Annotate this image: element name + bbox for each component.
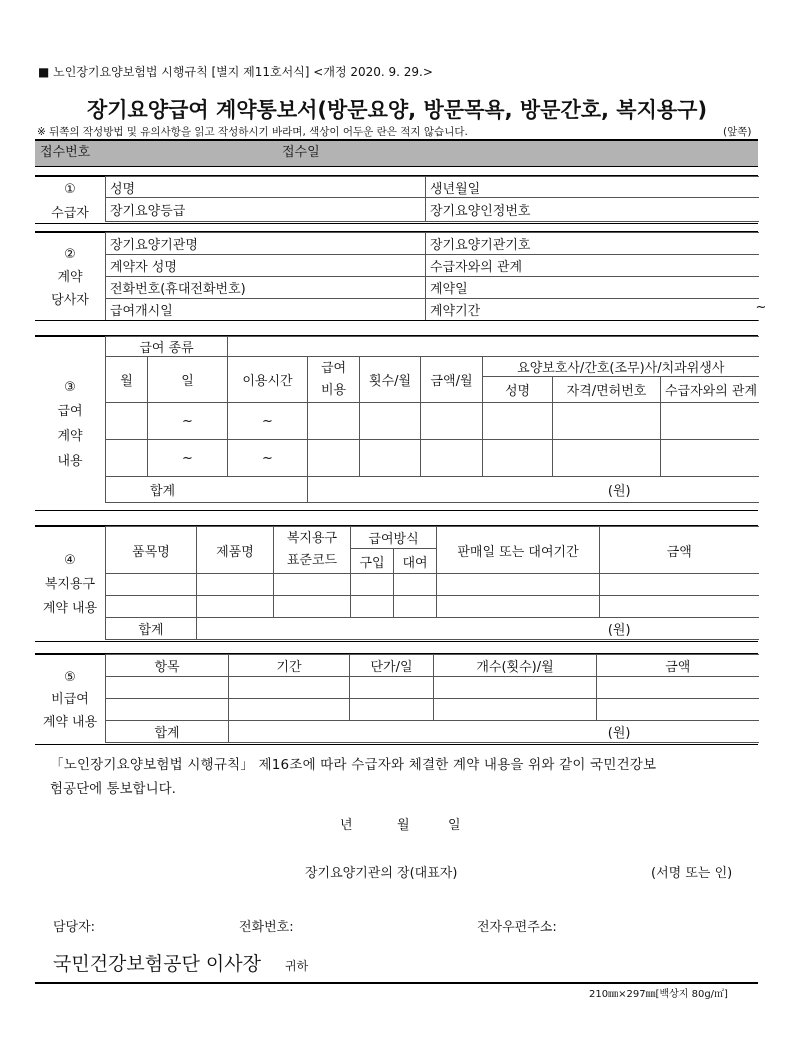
amount-per-month-header: 금액/월 (421, 357, 483, 403)
count-header: 개수(횟수)/월 (434, 655, 597, 677)
service-row-1-count[interactable] (360, 403, 421, 440)
section4-label-2: 계약 내용 (42, 601, 98, 616)
equip-row-1-rent[interactable] (394, 574, 437, 596)
equipment-contract-table (105, 526, 759, 640)
service-row-2-month[interactable] (106, 440, 148, 477)
nc-row-1-item[interactable] (106, 677, 229, 699)
payment-method-header: 급여방식 (351, 527, 437, 549)
form-reference: ■ 노인장기요양보험법 시행규칙 [별지 제11호서식] <개정 2020. 9. 29.> (38, 65, 433, 79)
page-title: 장기요양급여 계약통보서(방문요양, 방문목욕, 방문간호, 복지용구) (86, 98, 708, 122)
section3-label-2: 계약 (57, 429, 83, 444)
care-grade-field[interactable]: 장기요양등급 (106, 198, 426, 222)
contractor-name-field[interactable]: 계약자 성명 (106, 255, 426, 277)
service-total-label: 합계 (106, 477, 308, 503)
rental-header: 대여 (394, 549, 437, 574)
equip-row-2-item[interactable] (106, 596, 197, 618)
nc-row-1-period[interactable] (229, 677, 350, 699)
contract-date-field[interactable]: 계약일 (426, 277, 759, 299)
service-row-2-count[interactable] (360, 440, 421, 477)
receipt-date-label: 접수일 (282, 145, 320, 160)
equip-row-2-rent[interactable] (394, 596, 437, 618)
contract-period-field[interactable]: 계약기간 ~ (426, 299, 759, 321)
section4-label-1: 복지용구 (44, 577, 96, 592)
page-side-label: (앞쪽) (723, 126, 752, 138)
service-row-2-time[interactable]: ~ (228, 440, 308, 477)
caregiver-name-header: 성명 (483, 377, 553, 403)
phone-field[interactable]: 전화번호(휴대전화번호) (106, 277, 426, 299)
service-contract-table (105, 336, 759, 503)
non-covered-total-label: 합계 (106, 721, 229, 743)
service-row-1-time[interactable]: ~ (228, 403, 308, 440)
section5-label-1: 비급여 (51, 692, 89, 707)
service-row-1-day[interactable]: ~ (148, 403, 228, 440)
section3-label-1: 급여 (57, 404, 83, 419)
caregiver-header: 요양보호사/간호(조무)사/치과위생사 (483, 357, 759, 377)
service-row-1-amount[interactable] (421, 403, 483, 440)
equip-row-2-amount[interactable] (600, 596, 759, 618)
org-name-field[interactable]: 장기요양기관명 (106, 233, 426, 255)
service-total-field[interactable]: (원) (308, 477, 759, 503)
head-of-institution-label: 장기요양기관의 장(대표자) (305, 866, 458, 881)
equipment-total-label: 합계 (106, 618, 197, 640)
nc-row-2-unit[interactable] (350, 699, 434, 721)
recipient-name-field[interactable]: 성명 (106, 177, 426, 198)
signature-label: (서명 또는 인) (651, 866, 733, 881)
service-row-2-day[interactable]: ~ (148, 440, 228, 477)
statement-line-2: 험공단에 통보합니다. (50, 781, 176, 797)
sale-date-header: 판매일 또는 대여기간 (437, 527, 600, 574)
benefit-cost-header: 급여 비용 (308, 357, 360, 403)
nc-row-1-unit[interactable] (350, 677, 434, 699)
relation-field[interactable]: 수급자와의 관계 (426, 255, 759, 277)
phone-label: 전화번호: (239, 920, 294, 935)
service-row-2-cost[interactable] (308, 440, 360, 477)
equip-row-1-buy[interactable] (351, 574, 394, 596)
equip-row-1-date[interactable] (437, 574, 600, 596)
equip-row-2-buy[interactable] (351, 596, 394, 618)
email-label: 전자우편주소: (477, 920, 557, 935)
standard-code-header: 복지용구 표준코드 (274, 527, 351, 574)
equip-row-2-code[interactable] (274, 596, 351, 618)
nc-row-2-period[interactable] (229, 699, 350, 721)
receipt-number-label: 접수번호 (40, 145, 91, 160)
nc-row-1-amount[interactable] (597, 677, 759, 699)
equip-row-2-date[interactable] (437, 596, 600, 618)
equip-row-2-product[interactable] (197, 596, 274, 618)
section2-label-2: 당사자 (51, 293, 89, 308)
service-row-1-cg-relation[interactable] (661, 403, 759, 440)
section2-label-1: 계약 (57, 270, 83, 285)
nc-row-2-amount[interactable] (597, 699, 759, 721)
section1-label: 수급자 (51, 206, 89, 221)
equip-row-1-amount[interactable] (600, 574, 759, 596)
day-header: 일 (148, 357, 228, 403)
service-row-2-cg-license[interactable] (553, 440, 661, 477)
section1-number: ① (64, 182, 76, 197)
unit-price-header: 단가/일 (350, 655, 434, 677)
care-cert-number-field[interactable]: 장기요양인정번호 (426, 198, 759, 222)
honorific: 귀하 (285, 959, 309, 973)
non-covered-amount-header: 금액 (597, 655, 759, 677)
use-time-header: 이용시간 (228, 357, 308, 403)
caregiver-license-header: 자격/면허번호 (553, 377, 661, 403)
nc-row-2-count[interactable] (434, 699, 597, 721)
instruction-note: ※ 뒤쪽의 작성방법 및 유의사항을 읽고 작성하시기 바라며, 색상이 어두운 란은 적지 않습니다. (37, 126, 468, 138)
nc-row-2-item[interactable] (106, 699, 229, 721)
start-date-field[interactable]: 급여개시일 (106, 299, 426, 321)
staff-label: 담당자: (53, 920, 96, 935)
date-day-label: 일 (448, 818, 461, 833)
equip-row-1-item[interactable] (106, 574, 197, 596)
section5-label-2: 계약 내용 (42, 715, 98, 730)
service-row-2-cg-name[interactable] (483, 440, 553, 477)
statement-line-1: 「노인장기요양보험법 시행규칙」 제16조에 따라 수급자와 체결한 계약 내용을 위와 같이 국민건강보 (50, 757, 657, 773)
item-header: 항목 (106, 655, 229, 677)
recipient-table (105, 176, 759, 222)
paper-spec: 210㎜×297㎜[백상지 80g/㎡] (589, 989, 728, 1000)
service-row-2-cg-relation[interactable] (661, 440, 759, 477)
service-type-field[interactable] (228, 337, 759, 357)
section5-number: ⑤ (64, 670, 76, 685)
equipment-amount-header: 금액 (600, 527, 759, 574)
period-header: 기간 (229, 655, 350, 677)
date-month-label: 월 (397, 818, 410, 833)
count-per-month-header: 횟수/월 (360, 357, 421, 403)
service-row-1-cost[interactable] (308, 403, 360, 440)
non-covered-total-field[interactable]: (원) (229, 721, 759, 743)
service-row-1-cg-name[interactable] (483, 403, 553, 440)
equip-row-1-code[interactable] (274, 574, 351, 596)
service-type-header: 급여 종류 (106, 337, 228, 357)
caregiver-relation-header: 수급자와의 관계 (661, 377, 759, 403)
date-year-label: 년 (340, 818, 353, 833)
org-code-field[interactable]: 장기요양기관기호 (426, 233, 759, 255)
service-row-1-cg-license[interactable] (553, 403, 661, 440)
receipt-bar (35, 139, 758, 166)
item-name-header: 품목명 (106, 527, 197, 574)
product-name-header: 제품명 (197, 527, 274, 574)
section3-number: ③ (64, 380, 76, 395)
nc-row-1-count[interactable] (434, 677, 597, 699)
non-covered-table (105, 654, 759, 743)
purchase-header: 구입 (351, 549, 394, 574)
month-header: 월 (106, 357, 148, 403)
section4-number: ④ (64, 553, 76, 568)
service-row-1-month[interactable] (106, 403, 148, 440)
equipment-total-field[interactable]: (원) (197, 618, 759, 640)
recipient-org: 국민건강보험공단 이사장 (53, 953, 261, 975)
contract-party-table (105, 232, 767, 321)
section3-label-3: 내용 (57, 454, 83, 469)
service-row-2-amount[interactable] (421, 440, 483, 477)
recipient-birth-field[interactable]: 생년월일 (426, 177, 759, 198)
equip-row-1-product[interactable] (197, 574, 274, 596)
section2-number: ② (64, 247, 76, 262)
